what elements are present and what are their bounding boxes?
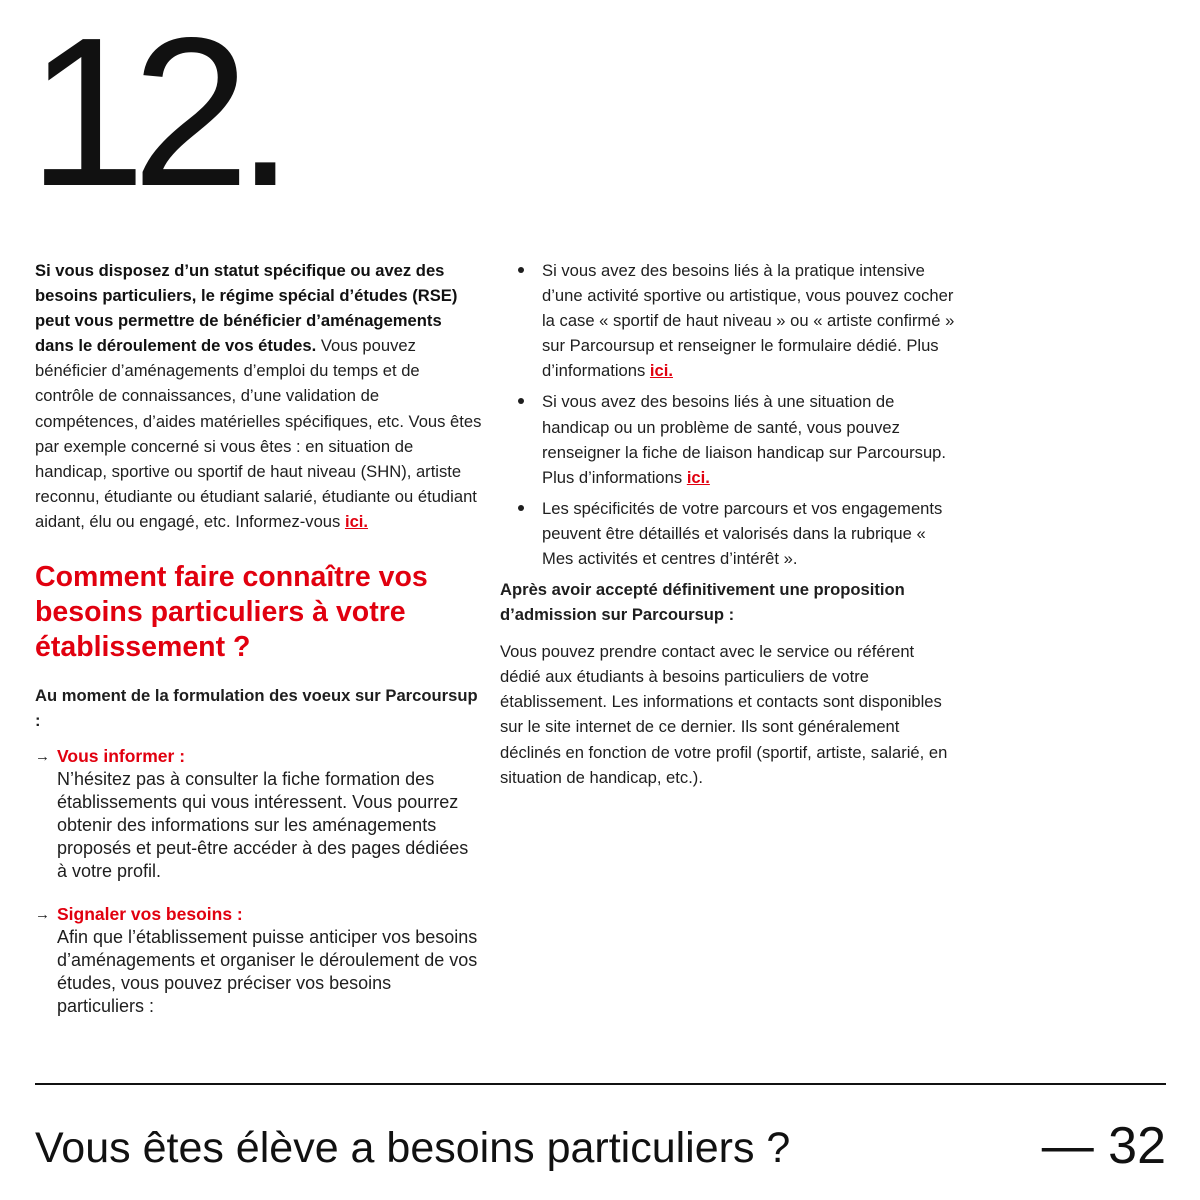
list-item (500, 496, 955, 571)
subhead-left: Au moment de la formulation des voeux sur Parcoursup : (35, 686, 478, 731)
paragraph-right: Vous pouvez prendre contact avec le service ou référent dédié aux étudiants à besoins particuliers de votre établissement. Les informations et contacts sont disponibles sur le site internet de ce dernier. Ils sont généralement déclinés en fonction de votre profil (sportif, artiste, salarié, en situation de handicap, etc.). (500, 642, 948, 787)
intro-link[interactable]: ici. (344, 511, 369, 531)
arrow-right-icon: → (35, 906, 50, 924)
bullet-dot-icon (518, 505, 524, 511)
arrow-item-title: Signaler vos besoins : (57, 904, 243, 925)
list-item (500, 258, 955, 383)
intro-paragraph (35, 258, 483, 534)
bullet-link[interactable]: ici. (649, 361, 673, 381)
arrow-item-text: Afin que l’établissement puisse anticiper vos besoins d’aménagements et organiser le déroulement de vos études, vous pouvez préciser vos besoins particuliers : (57, 927, 478, 1017)
footer-divider (35, 1083, 1166, 1085)
page-number: — 32 (1041, 1117, 1166, 1175)
arrow-item-signaler (35, 903, 483, 1018)
section-title: Comment faire connaître vos besoins particuliers à votre établissement ? (35, 561, 428, 664)
right-column (500, 258, 955, 790)
bullet-text: Les spécificités de votre parcours et vos engagements peuvent être détaillés et valorisés dans la rubrique « Mes activités et centres d’intérêt ». (542, 498, 943, 569)
bullet-link[interactable]: ici. (686, 467, 710, 487)
bullet-list (500, 258, 955, 571)
bullet-text: Si vous avez des besoins liés à la pratique intensive d’une activité sportive ou artistique, vous pouvez cocher la case « sportif de haut niveau » ou « artiste confirmé » sur Parcoursup et renseigner le formulaire dédié. Plus d’informations (542, 261, 955, 381)
intro-text: Vous pouvez bénéficier d’aménagements d’emploi du temps et de contrôle de connaissances, d’une validation de compétences, d’aides matérielles spécifiques, etc. Vous êtes par exemple concerné si vous êtes : en situation de handicap, sportive ou sportif de haut niveau (SHN), artiste reconnu, étudiante ou étudiant salarié, étudiante ou étudiant aidant, élu ou engagé, etc. Informez-vous (35, 336, 482, 531)
bullet-text: Si vous avez des besoins liés à une situation de handicap ou un problème de santé, vous pouvez renseigner la fiche de liaison handicap sur Parcoursup. Plus d’informations (542, 392, 947, 487)
bullet-dot-icon (518, 398, 524, 404)
arrow-right-icon: → (35, 748, 50, 766)
arrow-item-title: Vous informer : (57, 746, 186, 767)
left-column (35, 258, 483, 1018)
intro-bold: Si vous disposez d’un statut spécifique ou avez des besoins particuliers, le régime spécial d’études (RSE) peut vous permettre de bénéficier d’aménagements dans le déroulement de vos études. (35, 261, 458, 356)
arrow-item-text: N’hésitez pas à consulter la fiche formation des établissements qui vous intéressent. Vous pourrez obtenir des informations sur les aménagements proposés et peut-être accéder à des pages dédiées à votre profil. (57, 769, 469, 882)
subhead-right: Après avoir accepté définitivement une proposition d’admission sur Parcoursup : (500, 580, 905, 625)
list-item (500, 389, 955, 489)
footer-title: Vous êtes élève a besoins particuliers ? (35, 1124, 791, 1172)
bullet-dot-icon (518, 267, 524, 273)
chapter-number: 12. (28, 0, 281, 230)
arrow-item-informer (35, 745, 483, 883)
